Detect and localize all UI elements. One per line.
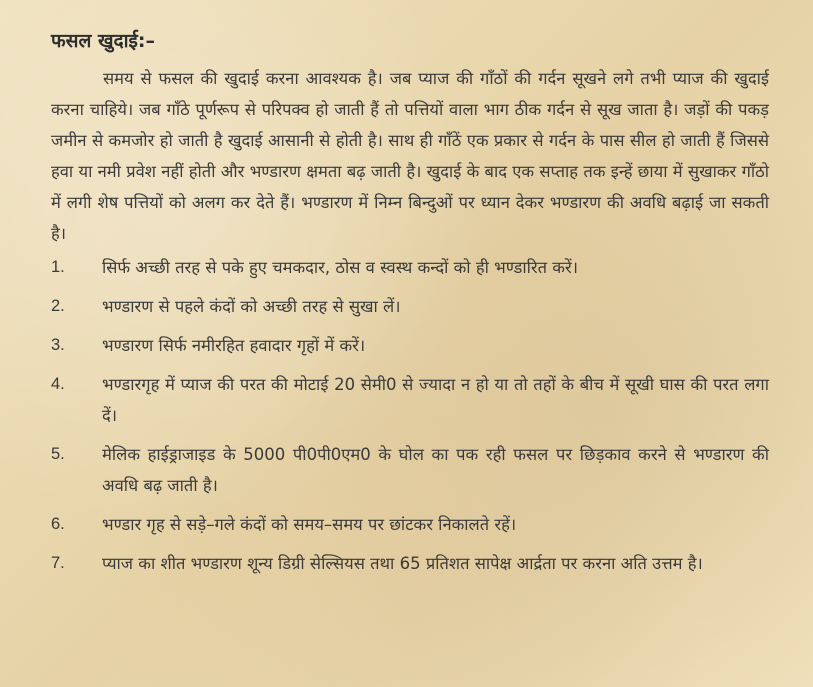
list-item-number: 7. [51,554,65,572]
list-item-text: सिर्फ अच्छी तरह से पके हुए चमकदार, ठोस व स्वस्थ कन्दों को ही भण्डारित करें। [102,258,578,277]
body-paragraph: समय से फसल की खुदाई करना आवश्यक है। जब प्याज की गाँठों की गर्दन सूखने लगे तभी प्याज की खुदाई करना चाहिये। जब गाँठे पूर्णरूप से परिपक्व हो जाती हैं तो पत्तियों वाला भाग ठीक गर्दन से सूख जाता है। जड़ों की पकड़ जमीन से कमजोर हो जाती है खुदाई आसानी से होती है। साथ ही गाँठें एक प्रकार से गर्दन के पास सील हो जाती हैं जिससे हवा या नमी प्रवेश नहीं होती और भण्डारण क्षमता बढ़ जाती है। खुदाई के बाद एक सप्ताह तक इन्हें छाया में सुखाकर गाँठो में लगी शेष पत्तियों को अलग कर देते हैं। भण्डारण में निम्न बिन्दुओं पर ध्यान देकर भण्डारण की अवधि बढ़ाई जा सकती है। [51,69,769,243]
list-item [51,439,769,501]
list-item-number: 5. [51,445,65,463]
list-item [51,330,769,361]
list-item-text: भण्डार गृह से सड़े–गले कंदों को समय–समय पर छांटकर निकालते रहें। [102,515,517,534]
list-item-number: 4. [51,375,65,393]
list-item-text: भण्डारगृह में प्याज की परत की मोटाई 20 सेमी0 से ज्यादा न हो या तो तहों के बीच में सूखी घास की परत लगा दें। [102,375,769,425]
section-heading: फसल खुदाई:– [51,30,155,52]
list-item-number: 3. [51,336,65,354]
list-item-number: 6. [51,515,65,533]
list-item [51,291,769,322]
storage-points-list [51,252,769,579]
list-item-text: भण्डारण से पहले कंदों को अच्छी तरह से सुखा लें। [102,297,401,316]
list-item [51,509,769,540]
list-item-text: भण्डारण सिर्फ नमीरहित हवादार गृहों में करें। [102,336,366,355]
list-item-number: 2. [51,297,65,315]
list-item-text: प्याज का शीत भण्डारण शून्य डिग्री सेल्सियस तथा 65 प्रतिशत सापेक्ष आर्द्रता पर करना अति उत्तम है। [102,554,703,573]
list-item-number: 1. [51,258,65,276]
list-item [51,548,769,579]
list-item [51,252,769,283]
list-item [51,369,769,431]
list-item-text: मेलिक हाईड्राजाइड के 5000 पी0पी0एम0 के घोल का पक रही फसल पर छिड़काव करने से भण्डारण की अवधि बढ़ जाती है। [102,445,769,495]
